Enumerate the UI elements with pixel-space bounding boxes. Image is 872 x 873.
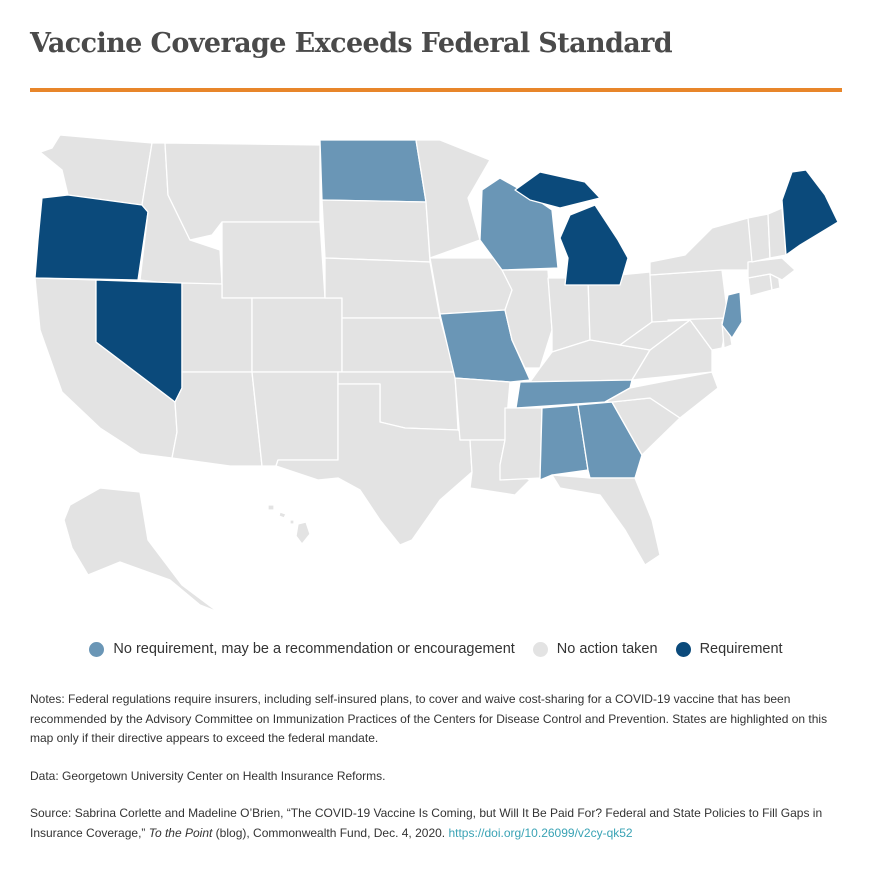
state-layer — [32, 135, 838, 612]
state-michigan — [560, 205, 628, 285]
legend-label-no-action: No action taken — [556, 641, 658, 657]
state-arizona — [172, 372, 262, 466]
source-blog-name: To the Point — [148, 825, 213, 840]
source-prefix: Source: Sabrina Corlette and Madeline O’Brien, “The COVID-19 Vaccine Is Coming, but Will It Be Paid For? Federal and State Policies to Fill Gaps in Insurance Coverage,” — [30, 806, 823, 840]
state-new-mexico — [252, 372, 338, 466]
state-nebraska — [325, 258, 440, 318]
map-legend — [0, 638, 872, 660]
legend-swatch-no-action — [533, 642, 548, 657]
legend-label-requirement: Requirement — [699, 641, 783, 657]
state-washington — [32, 135, 152, 205]
notes-section — [30, 690, 842, 861]
state-maine — [782, 170, 838, 255]
state-indiana — [548, 278, 590, 352]
state-vermont — [748, 214, 770, 262]
state-alaska — [64, 488, 218, 612]
legend-swatch-requirement — [676, 642, 691, 657]
legend-label-recommendation: No requirement, may be a recommendation or encouragement — [113, 641, 515, 657]
chart-title: Vaccine Coverage Exceeds Federal Standard — [30, 28, 673, 59]
state-new-york — [650, 218, 756, 275]
state-north-dakota — [320, 140, 426, 202]
state-kansas — [342, 318, 455, 372]
title-rule — [30, 88, 842, 92]
state-wyoming — [222, 222, 325, 298]
us-state-map — [0, 120, 872, 625]
state-florida — [552, 475, 660, 565]
state-colorado — [252, 298, 342, 372]
state-south-dakota — [322, 200, 430, 262]
source-citation — [30, 804, 842, 843]
state-pennsylvania — [650, 270, 728, 322]
state-hawaii — [268, 505, 310, 544]
data-credit: Data: Georgetown University Center on Health Insurance Reforms. — [30, 768, 386, 783]
legend-item-recommendation — [89, 641, 514, 657]
notes-text: Notes: Federal regulations require insurers, including self-insured plans, to cover and waive cost-sharing for a COVID-19 vaccine that has been recommended by the Advisory Committee on Immunization Practices of the Centers for Disease Control and Prevention. States are highlighted on this map only if their directive appears to exceed the federal mandate. — [30, 692, 828, 745]
state-mississippi — [500, 408, 542, 480]
legend-item-no-action — [533, 641, 658, 657]
legend-item-requirement — [676, 641, 783, 657]
legend-swatch-recommendation — [89, 642, 104, 657]
state-arkansas — [455, 378, 510, 440]
source-doi-link[interactable]: https://doi.org/10.26099/v2cy-qk52 — [448, 825, 633, 840]
state-oregon — [35, 195, 148, 280]
source-suffix: (blog), Commonwealth Fund, Dec. 4, 2020. — [212, 825, 449, 840]
